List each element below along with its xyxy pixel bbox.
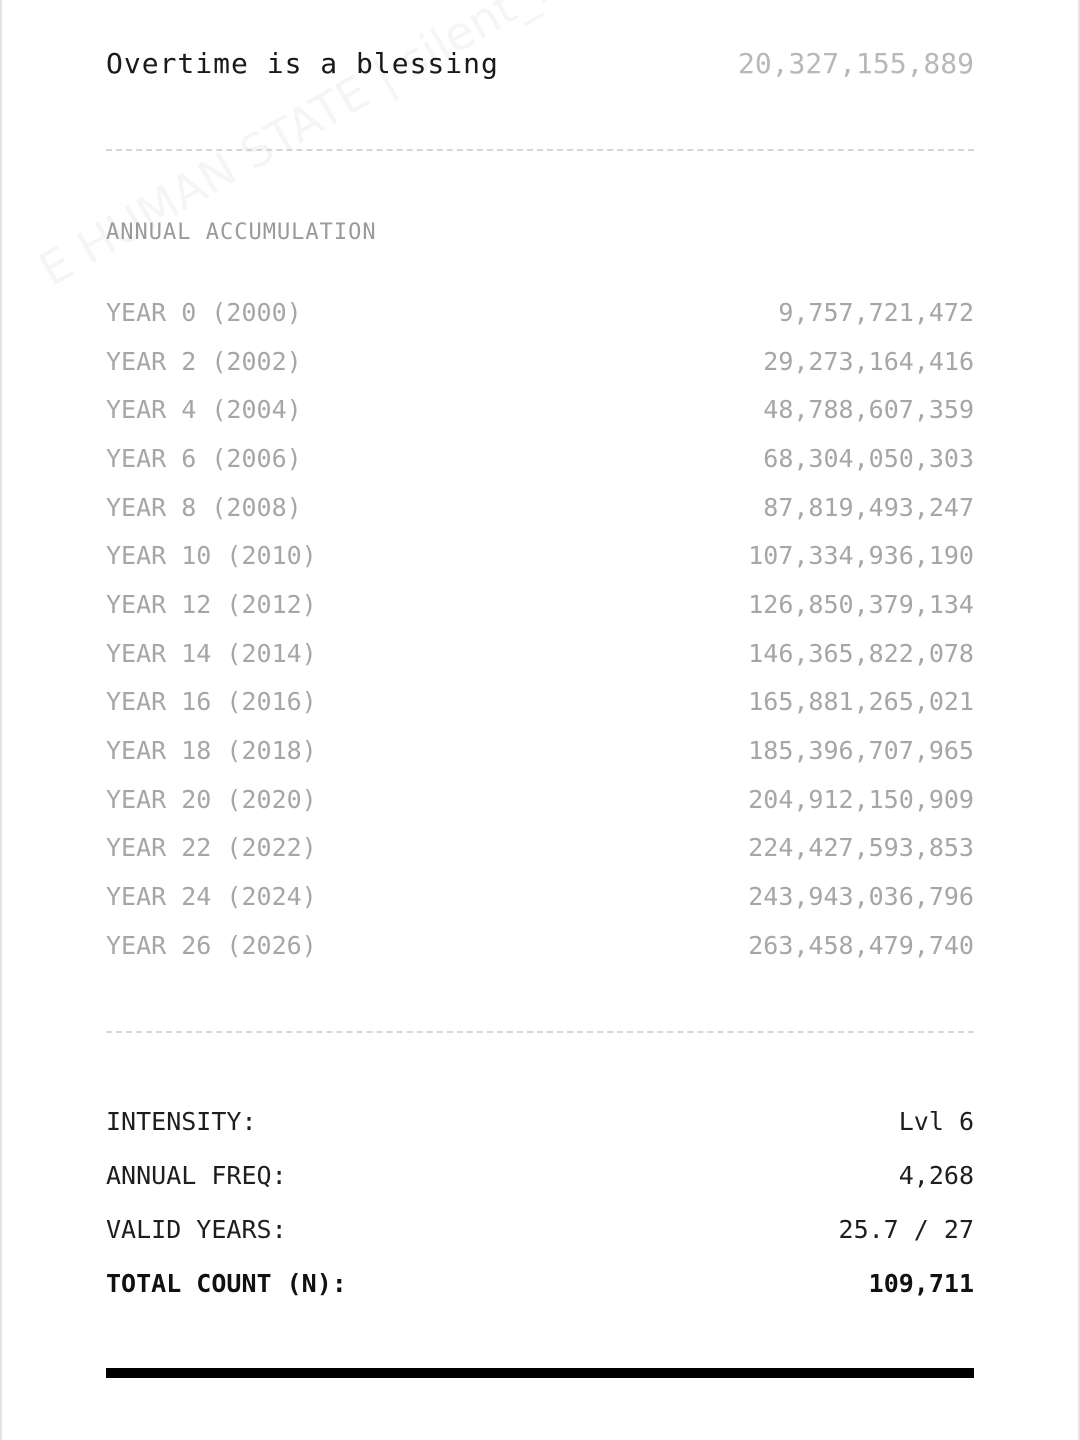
row-value: 204,912,150,909 (748, 784, 974, 814)
list-item (106, 385, 974, 434)
page-edge-left (0, 0, 2, 1440)
summary-value: 25.7 / 27 (838, 1214, 974, 1244)
row-value: 263,458,479,740 (748, 930, 974, 960)
divider-top (106, 149, 974, 151)
row-value: 29,273,164,416 (763, 346, 974, 376)
list-item (106, 872, 974, 921)
list-item (106, 531, 974, 580)
list-item (106, 580, 974, 629)
list-item (106, 434, 974, 483)
row-label: YEAR 20 (2020) (106, 784, 317, 814)
header (106, 40, 974, 86)
header-value: 20,327,155,889 (737, 46, 974, 80)
row-label: YEAR 18 (2018) (106, 736, 317, 766)
summary-label: ANNUAL FREQ: (106, 1160, 287, 1190)
row-value: 185,396,707,965 (748, 736, 974, 766)
row-label: YEAR 24 (2024) (106, 882, 317, 912)
row-value: 87,819,493,247 (763, 492, 974, 522)
summary-value: 109,711 (868, 1268, 974, 1298)
row-label: YEAR 6 (2006) (106, 443, 302, 473)
row-value: 165,881,265,021 (748, 687, 974, 717)
summary-row-annual-freq (106, 1148, 974, 1202)
row-value: 146,365,822,078 (748, 638, 974, 668)
row-value: 126,850,379,134 (748, 589, 974, 619)
row-value: 107,334,936,190 (748, 541, 974, 571)
list-item (106, 629, 974, 678)
row-value: 243,943,036,796 (748, 882, 974, 912)
row-label: YEAR 8 (2008) (106, 492, 302, 522)
row-label: YEAR 0 (2000) (106, 297, 302, 327)
section-label: ANNUAL ACCUMULATION (106, 220, 377, 245)
list-item (106, 678, 974, 727)
list-item (106, 483, 974, 532)
row-value: 48,788,607,359 (763, 395, 974, 425)
row-label: YEAR 2 (2002) (106, 346, 302, 376)
accumulation-list (106, 288, 974, 970)
summary-label: INTENSITY: (106, 1106, 257, 1136)
row-label: YEAR 16 (2016) (106, 687, 317, 717)
page-title: Overtime is a blessing (106, 46, 499, 80)
summary-row-total-count (106, 1256, 974, 1310)
list-item (106, 824, 974, 873)
list-item (106, 726, 974, 775)
row-label: YEAR 12 (2012) (106, 589, 317, 619)
row-value: 9,757,721,472 (778, 297, 974, 327)
divider-bottom (106, 1031, 974, 1033)
row-value: 68,304,050,303 (763, 443, 974, 473)
summary-label: VALID YEARS: (106, 1214, 287, 1244)
summary-row-valid-years (106, 1202, 974, 1256)
row-label: YEAR 14 (2014) (106, 638, 317, 668)
list-item (106, 775, 974, 824)
row-label: YEAR 4 (2004) (106, 395, 302, 425)
row-label: YEAR 26 (2026) (106, 930, 317, 960)
summary-block (106, 1094, 974, 1310)
row-value: 224,427,593,853 (748, 833, 974, 863)
row-label: YEAR 22 (2022) (106, 833, 317, 863)
list-item (106, 921, 974, 970)
list-item (106, 288, 974, 337)
summary-value: 4,268 (898, 1160, 974, 1190)
summary-value: Lvl 6 (898, 1106, 974, 1136)
row-label: YEAR 10 (2010) (106, 541, 317, 571)
list-item (106, 337, 974, 386)
summary-label: TOTAL COUNT (N): (106, 1268, 347, 1298)
summary-row-intensity (106, 1094, 974, 1148)
footer-bar (106, 1368, 974, 1378)
